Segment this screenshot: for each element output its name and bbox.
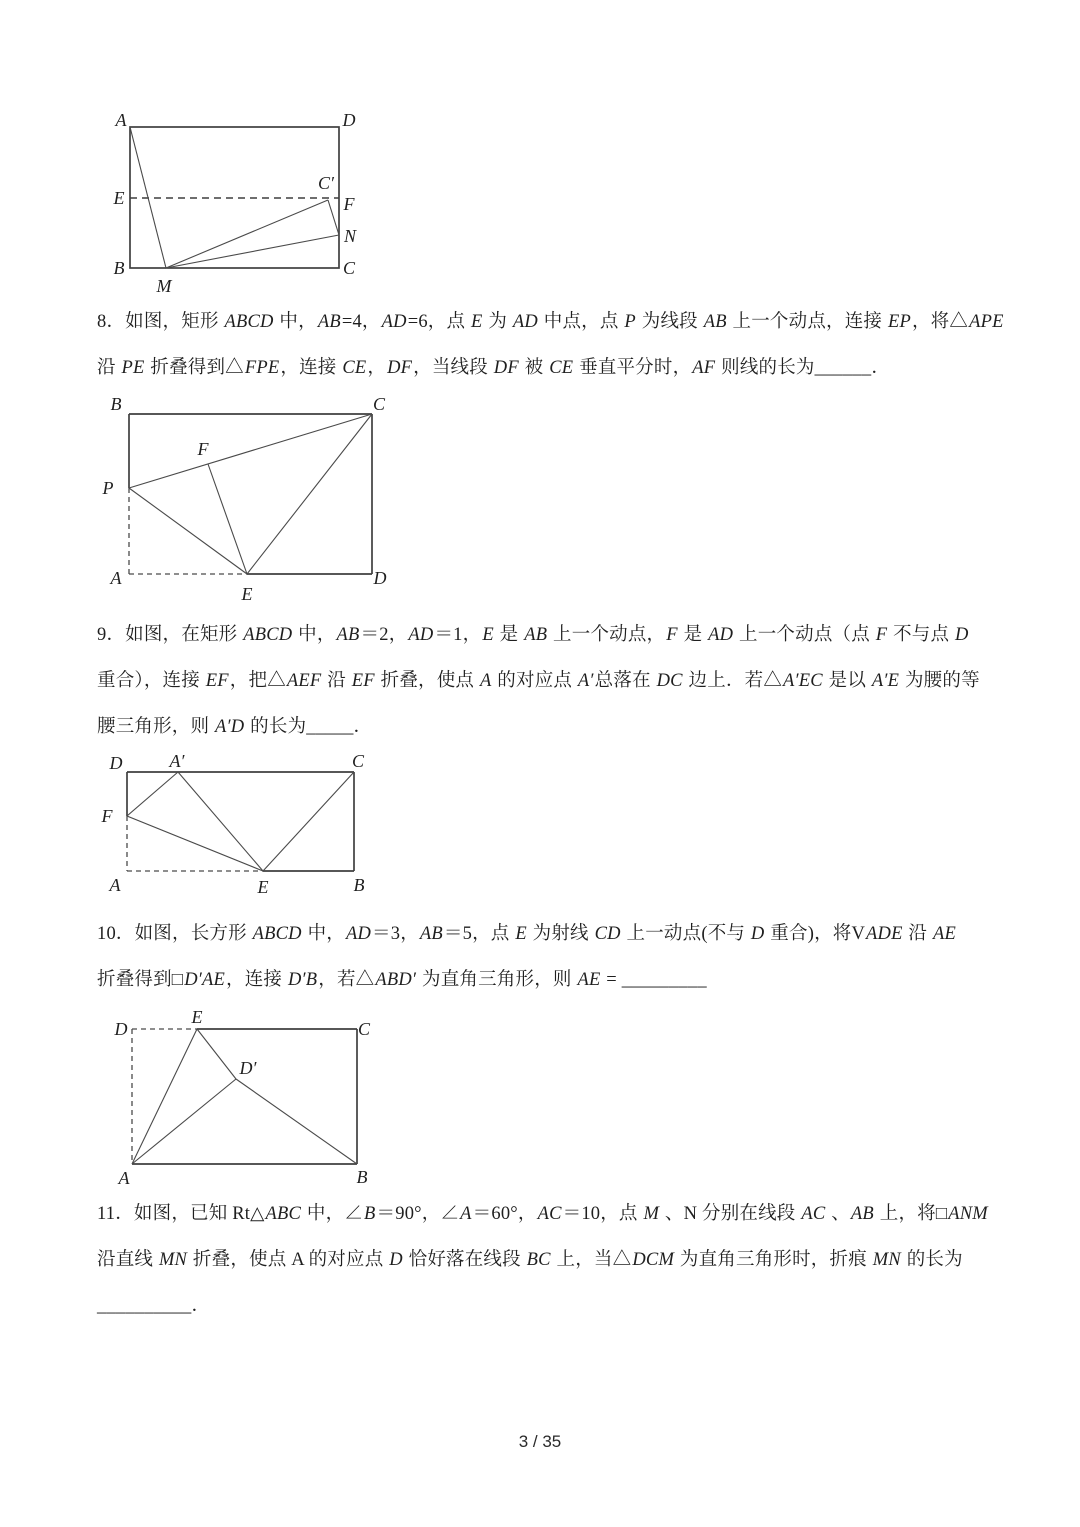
figure-problem8 [100,395,400,610]
vertex-label-B: B [356,1167,368,1187]
line-EC [247,414,372,574]
vertex-label-M: M [156,276,172,296]
vertex-label-P: P [102,478,114,498]
line-MC-prime [166,200,328,268]
line-MN [166,235,339,268]
problem-11-line-1: 11．如图，已知 Rt△ABC 中，∠B＝90°，∠A＝60°，AC＝10，点 M 、N 分别在线段 AC 、AB 上，将□ANM [97,1204,988,1224]
problem-9-line-3: 腰三角形，则 A′D 的长为_____． [97,717,373,737]
vertex-label-F: F [197,439,209,459]
line-F-Aprime [127,772,178,816]
vertex-label-A: A [115,110,127,130]
problem-10 [97,911,1020,1003]
vertex-label-C: C [372,394,386,414]
vertex-label-F: F [101,806,113,826]
line-Dprime-B [236,1079,357,1164]
rectangle-ABCD [130,127,339,268]
line-Cprime-N [328,200,339,235]
problem-9-line-1: 9．如图，在矩形 ABCD 中，AB＝2，AD＝1，E 是 AB 上一个动点，F 是 AD 上一个动点（点 F 不与点 D [97,625,969,645]
vertex-label-A: A [118,1168,130,1188]
problem-11-line-3: __________． [97,1296,211,1316]
problem-8-line-1: 8．如图，矩形 ABCD 中，AB=4，AD=6，点 E 为 AD 中点，点 P 为线段 AB 上一个动点，连接 EP，将△APE [97,312,1004,332]
problem-8 [97,299,1020,391]
vertex-label-B: B [113,258,125,278]
problem-10-line-1: 10．如图，长方形 ABCD 中，AD＝3，AB＝5，点 E 为射线 CD 上一动点(不与 D 重合)，将VADE 沿 AE [97,924,956,944]
figure-problem7 [100,100,380,300]
figure-problem9 [100,745,400,910]
vertex-label-C-prime: C′ [318,173,334,193]
vertex-label-N: N [343,226,357,246]
problem-10-line-2: 折叠得到□D′AE，连接 D′B，若△ABD′ 为直角三角形，则 AE = _________ [97,970,707,990]
vertex-label-B: B [353,875,365,895]
page-number: 3 / 35 [518,1432,562,1451]
vertex-label-E: E [113,188,125,208]
vertex-label-F: F [343,194,355,214]
problem-11 [97,1191,1020,1329]
vertex-label-D: D [109,753,123,773]
line-A-Dprime [132,1079,236,1164]
line-E-Dprime [197,1029,236,1079]
problem-11-line-2: 沿直线 MN 折叠，使点 A 的对应点 D 恰好落在线段 BC 上，当△DCM 为直角三角形时，折痕 MN 的长为 [97,1250,963,1270]
vertex-label-D: D [373,568,387,588]
vertex-label-A-prime: A′ [169,751,185,771]
vertex-label-D: D [114,1019,128,1039]
line-FE [208,464,247,574]
vertex-label-D: D [342,110,356,130]
fold-line-AE [132,1029,197,1164]
vertex-label-C: C [357,1019,371,1039]
vertex-label-E: E [257,877,269,897]
line-PC-through-F [129,414,372,488]
vertex-label-E: E [191,1007,203,1027]
vertex-label-A: A [109,875,121,895]
vertex-label-A: A [110,568,122,588]
line-Aprime-E [178,772,263,871]
figure-problem10 [100,1007,400,1200]
line-FE [127,816,263,871]
vertex-label-C: C [342,258,356,278]
line-PE [129,488,247,574]
vertex-label-C: C [351,751,365,771]
vertex-label-B: B [110,394,122,414]
problem-9 [97,612,1020,750]
problem-9-line-2: 重合），连接 EF，把△AEF 沿 EF 折叠，使点 A 的对应点 A′总落在 DC 边上．若△A′EC 是以 A′E 为腰的等 [97,671,980,691]
line-EC [263,772,354,871]
problem-8-line-2: 沿 PE 折叠得到△FPE，连接 CE，DF，当线段 DF 被 CE 垂直平分时，AF 则线的长为______． [97,358,891,378]
vertex-label-E: E [241,584,253,604]
vertex-label-D-prime: D′ [239,1058,257,1078]
